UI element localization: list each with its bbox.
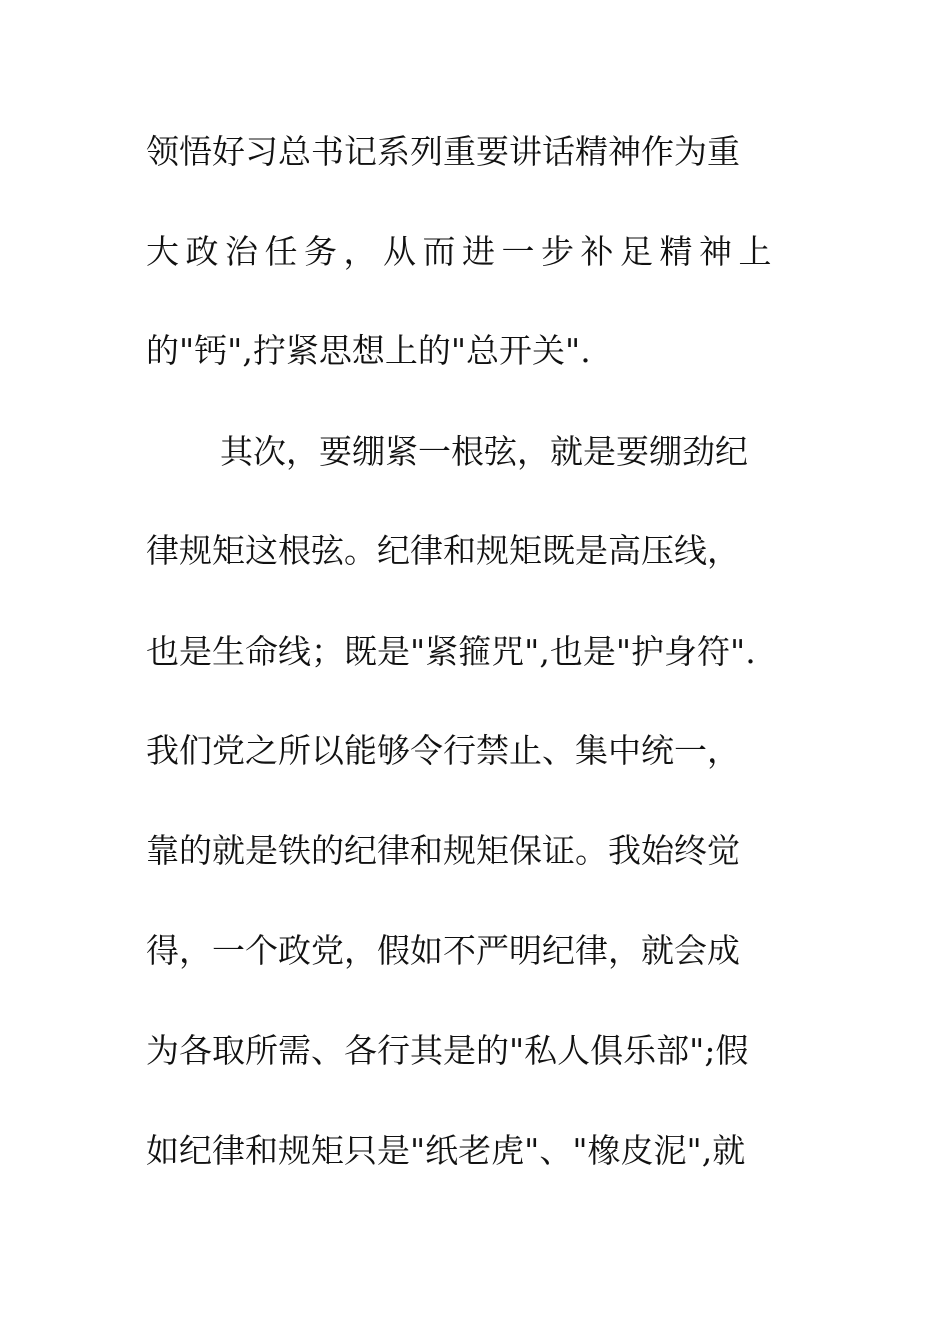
paragraph-first-line: 其次，要绷紧一根弦，就是要绷劲纪 bbox=[220, 432, 748, 471]
text-line: 如纪律和规矩只是"纸老虎"、"橡皮泥",就 bbox=[146, 1131, 746, 1170]
text-line: 得，一个政党，假如不严明纪律，就会成 bbox=[146, 931, 740, 970]
text-line: 大政治任务，从而进一步补足精神上 bbox=[146, 232, 778, 271]
text-line: 靠的就是铁的纪律和规矩保证。我始终觉 bbox=[146, 831, 740, 870]
text-line: 领悟好习总书记系列重要讲话精神作为重 bbox=[146, 132, 740, 171]
text-line: 我们党之所以能够令行禁止、集中统一， bbox=[146, 731, 740, 770]
text-line: 律规矩这根弦。纪律和规矩既是高压线， bbox=[146, 531, 740, 570]
text-line: 也是生命线；既是"紧箍咒",也是"护身符". bbox=[146, 632, 756, 671]
text-line: 的"钙",拧紧思想上的"总开关". bbox=[146, 331, 591, 370]
text-line: 为各取所需、各行其是的"私人俱乐部";假 bbox=[146, 1031, 749, 1070]
